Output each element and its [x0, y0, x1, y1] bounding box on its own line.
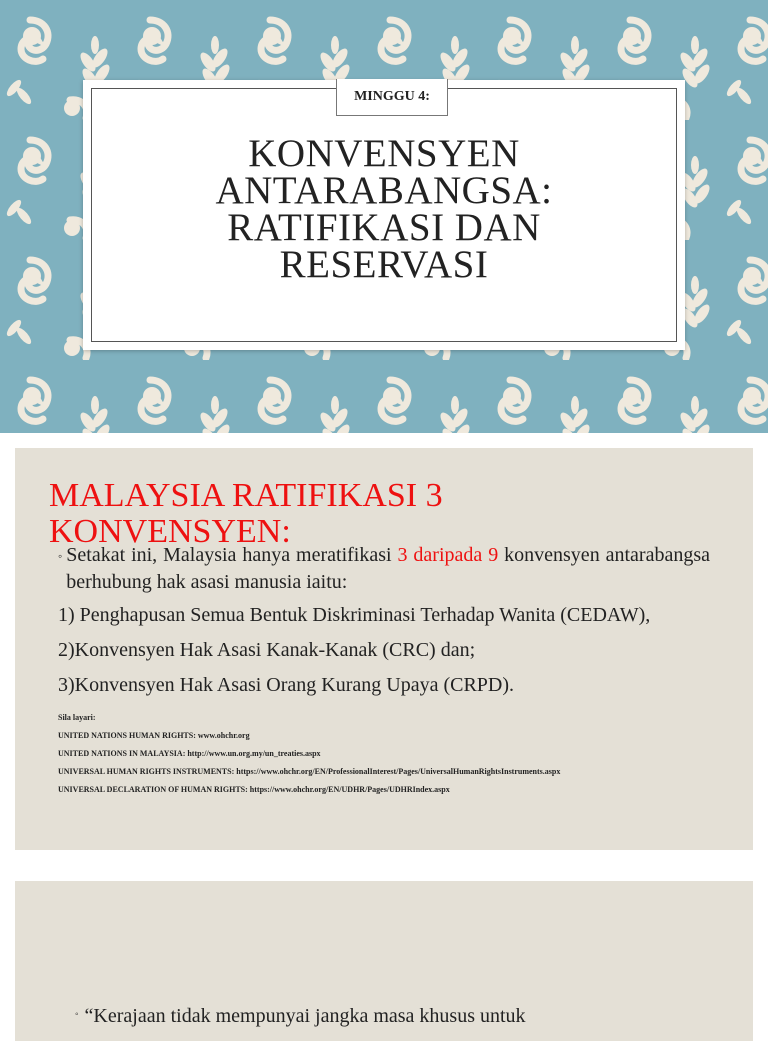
title-slide: [0, 0, 768, 433]
convention-item-1: 1) Penghapusan Semua Bentuk Diskriminasi Terhadap Wanita (CEDAW),: [58, 604, 651, 626]
reference-line: Sila layari:: [58, 713, 96, 722]
reference-line: UNIVERSAL DECLARATION OF HUMAN RIGHTS: https://www.ohchr.org/EN/UDHR/Pages/UDHRIndex.aspx: [58, 785, 450, 794]
reference-line: UNITED NATIONS IN MALAYSIA: http://www.un.org.my/un_treaties.aspx: [58, 749, 321, 758]
bullet-icon: ◦: [58, 549, 63, 563]
slide-heading: MALAYSIA RATIFIKASI 3 KONVENSYEN:: [49, 477, 443, 550]
bullet-icon: ◦: [75, 1009, 79, 1020]
bullet-item: [58, 542, 710, 596]
convention-item-2: 2)Konvensyen Hak Asasi Kanak-Kanak (CRC) dan;: [58, 639, 476, 661]
reference-line: UNITED NATIONS HUMAN RIGHTS: www.ohchr.org: [58, 731, 250, 740]
week-label: MINGGU 4:: [336, 79, 448, 116]
content-slide: [15, 448, 753, 850]
bullet-highlight: 3 daripada 9: [397, 544, 499, 566]
title-line-3: RATIFIKASI DAN: [227, 206, 541, 249]
bullet-text-part1: Setakat ini, Malaysia hanya meratifikasi: [66, 544, 398, 566]
quote-text: “Kerajaan tidak mempunyai jangka masa khusus untuk: [84, 1005, 526, 1027]
slide-title: [92, 132, 676, 286]
title-line-4: RESERVASI: [279, 243, 489, 286]
convention-item-3: 3)Konvensyen Hak Asasi Orang Kurang Upaya (CRPD).: [58, 674, 515, 696]
bullet-text-part2: konvensyen antarabangsa berhubung hak asasi manusia iaitu:: [66, 544, 711, 593]
bullet-text: [66, 542, 710, 596]
quote-bullet: [75, 1005, 715, 1028]
title-card: [83, 80, 685, 350]
reference-line: UNIVERSAL HUMAN RIGHTS INSTRUMENTS: https://www.ohchr.org/EN/ProfessionalInterest/Pages/UniversalHumanRightsInstruments.aspx: [58, 767, 561, 776]
references: [58, 709, 710, 799]
slide-body: [58, 542, 710, 799]
title-line-2: ANTARABANGSA:: [215, 169, 553, 212]
quote-slide: [15, 881, 753, 1041]
title-line-1: KONVENSYEN: [248, 132, 520, 175]
title-card-border: [91, 88, 677, 342]
